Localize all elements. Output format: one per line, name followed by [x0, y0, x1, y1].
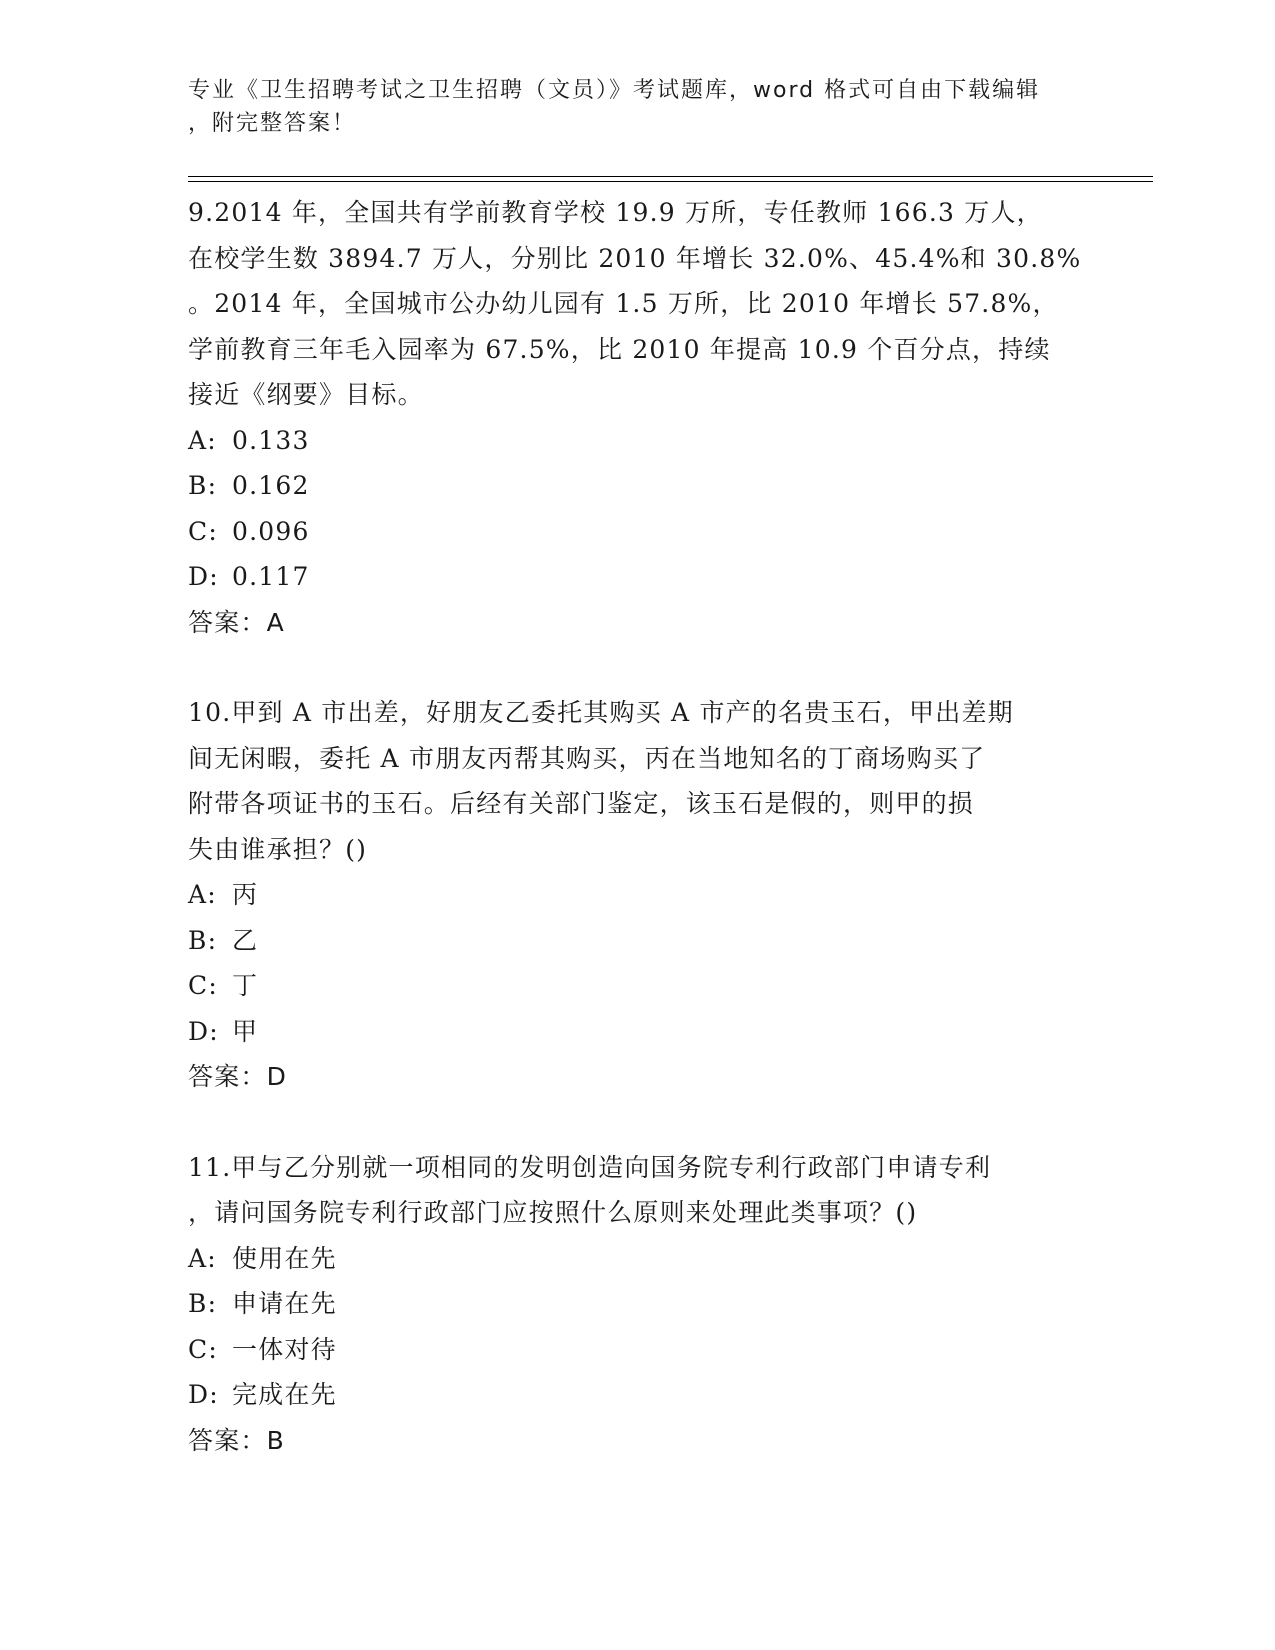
option-letter: D:	[188, 1380, 219, 1409]
question-stem	[188, 690, 1088, 872]
option-letter: A:	[188, 1243, 217, 1273]
option-b	[188, 1281, 1088, 1327]
header-rule-top	[188, 176, 1153, 177]
option-b	[188, 463, 1088, 509]
stem-line: 附带各项证书的玉石。后经有关部门鉴定，该玉石是假的，则甲的损	[188, 789, 975, 818]
header-rule-bottom	[188, 181, 1153, 182]
option-letter: D:	[188, 562, 219, 591]
stem-line: ，请问国务院专利行政部门应按照什么原则来处理此类事项？()	[188, 1198, 918, 1227]
question-10	[188, 690, 1088, 1100]
option-c	[188, 1327, 1088, 1373]
option-letter: B:	[188, 925, 218, 955]
option-text: 乙	[232, 925, 259, 955]
option-text: 丁	[232, 971, 259, 1000]
option-letter: B:	[188, 471, 218, 500]
option-c	[188, 509, 1088, 555]
stem-line: 间无闲暇，委托 A 市朋友丙帮其购买，丙在当地知名的丁商场购买了	[188, 743, 986, 773]
stem-line: 在校学生数 3894.7 万人，分别比 2010 年增长 32.0%、45.4%和 30.8%	[188, 243, 1082, 273]
header-line-2: ，附完整答案！	[188, 111, 357, 136]
question-list	[188, 190, 1088, 1463]
option-letter: A:	[188, 425, 217, 455]
option-letter: D:	[188, 1016, 219, 1046]
stem-line: 。2014 年，全国城市公办幼儿园有 1.5 万所，比 2010 年增长 57.8%，	[188, 289, 1059, 318]
stem-line: 9.2014 年，全国共有学前教育学校 19.9 万所，专任教师 166.3 万人，	[188, 198, 1043, 227]
stem-line: 失由谁承担？()	[188, 834, 368, 864]
option-text: 使用在先	[232, 1243, 337, 1273]
question-stem	[188, 1145, 1088, 1236]
stem-line: 11.甲与乙分别就一项相同的发明创造向国务院专利行政部门申请专利	[188, 1152, 992, 1182]
option-text: 0.117	[232, 562, 310, 591]
stem-line: 接近《纲要》目标。	[188, 380, 424, 409]
option-a	[188, 872, 1088, 918]
option-text: 完成在先	[232, 1380, 337, 1409]
option-text: 0.096	[232, 516, 310, 546]
header-line-1: 专业《卫生招聘考试之卫生招聘（文员）》考试题库，word 格式可自由下载编辑	[188, 78, 1041, 103]
option-text: 申请在先	[232, 1289, 337, 1318]
option-letter: C:	[188, 516, 218, 546]
option-b	[188, 918, 1088, 964]
spacer	[188, 1100, 1088, 1145]
option-d	[188, 1372, 1088, 1418]
option-text: 甲	[232, 1016, 259, 1046]
question-11	[188, 1145, 1088, 1464]
spacer	[188, 645, 1088, 690]
question-stem	[188, 190, 1088, 418]
option-letter: B:	[188, 1289, 218, 1318]
option-letter: C:	[188, 1334, 218, 1364]
option-text: 0.133	[232, 425, 310, 455]
option-d	[188, 554, 1088, 600]
option-letter: C:	[188, 971, 218, 1000]
option-letter: A:	[188, 880, 217, 909]
answer-line: 答案：D	[188, 1062, 288, 1091]
option-a	[188, 418, 1088, 464]
stem-line: 学前教育三年毛入园率为 67.5%，比 2010 年提高 10.9 个百分点，持续	[188, 334, 1051, 364]
question-9	[188, 190, 1088, 645]
option-text: 丙	[232, 880, 259, 909]
answer-line: 答案：A	[188, 607, 285, 637]
option-c	[188, 963, 1088, 1009]
option-d	[188, 1009, 1088, 1055]
option-text: 一体对待	[232, 1334, 337, 1364]
stem-line: 10.甲到 A 市出差，好朋友乙委托其购买 A 市产的名贵玉石，甲出差期	[188, 698, 1014, 727]
option-a	[188, 1236, 1088, 1282]
document-header	[188, 74, 1068, 140]
answer-line: 答案：B	[188, 1425, 285, 1455]
option-text: 0.162	[232, 471, 310, 500]
